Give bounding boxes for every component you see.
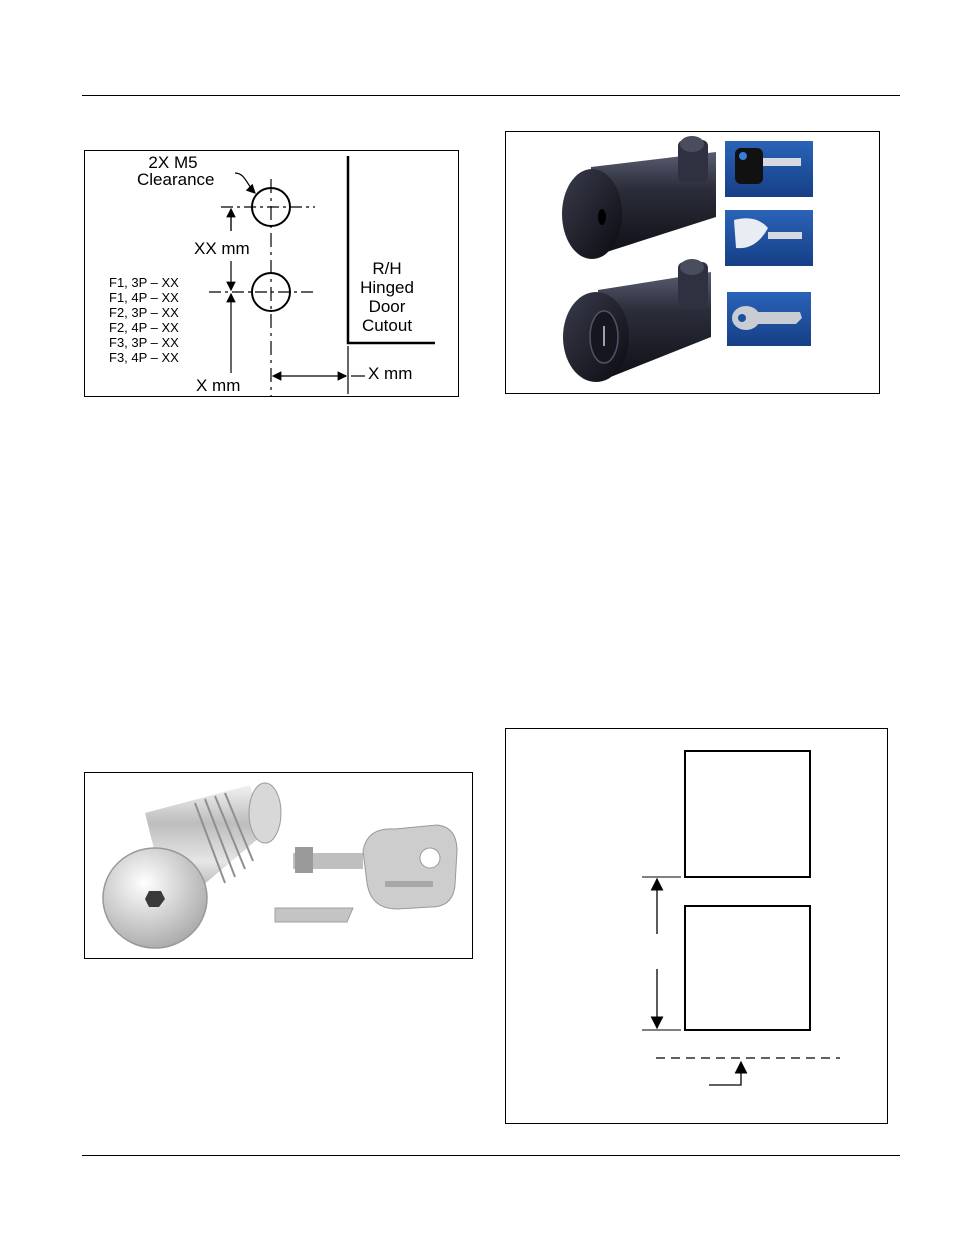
frame-item: F3, 3P – XX [109, 335, 179, 350]
key-white-head [725, 210, 813, 266]
clearance-callout [137, 153, 215, 189]
frame-item: F1, 3P – XX [109, 275, 179, 290]
door-cutout-label [355, 259, 419, 335]
door-label-line: Hinged [360, 278, 414, 297]
cutout-drawing [506, 729, 889, 1125]
frame-item: F2, 3P – XX [109, 305, 179, 320]
x-mm-right-label: X mm [368, 364, 413, 383]
door-label-line: Door [368, 297, 406, 316]
frame-item: F2, 4P – XX [109, 320, 179, 335]
key-blade [275, 908, 353, 922]
cylinder-lock-upper [562, 136, 716, 259]
dimension-arrow [642, 877, 681, 1030]
clearance-figure [84, 150, 459, 397]
lower-square [685, 906, 810, 1030]
xx-mm-label: XX mm [194, 239, 250, 258]
key-flat-silver [727, 292, 811, 346]
door-label-line: Cutout [361, 316, 413, 335]
chrome-lock-photo [85, 773, 474, 960]
callout-line-2: Clearance [137, 170, 215, 189]
key-with-fob [293, 825, 457, 909]
footer-rule [82, 1155, 900, 1156]
key-black-head [725, 141, 813, 197]
cylinder-lock-lower [563, 259, 711, 382]
chrome-cylinder-lock [103, 783, 281, 948]
chrome-lock-figure [84, 772, 473, 959]
frame-list [109, 275, 179, 365]
lock-photos [506, 132, 881, 395]
frame-item: F1, 4P – XX [109, 290, 179, 305]
leader-arrow [709, 1062, 741, 1085]
header-rule [82, 95, 900, 96]
lock-photo-figure [505, 131, 880, 394]
x-mm-bottom-label: X mm [196, 376, 241, 395]
frame-item: F3, 4P – XX [109, 350, 179, 365]
door-label-line: R/H [372, 259, 402, 278]
callout-line-1: 2X M5 [148, 153, 198, 172]
cutout-figure [505, 728, 888, 1124]
upper-square [685, 751, 810, 877]
